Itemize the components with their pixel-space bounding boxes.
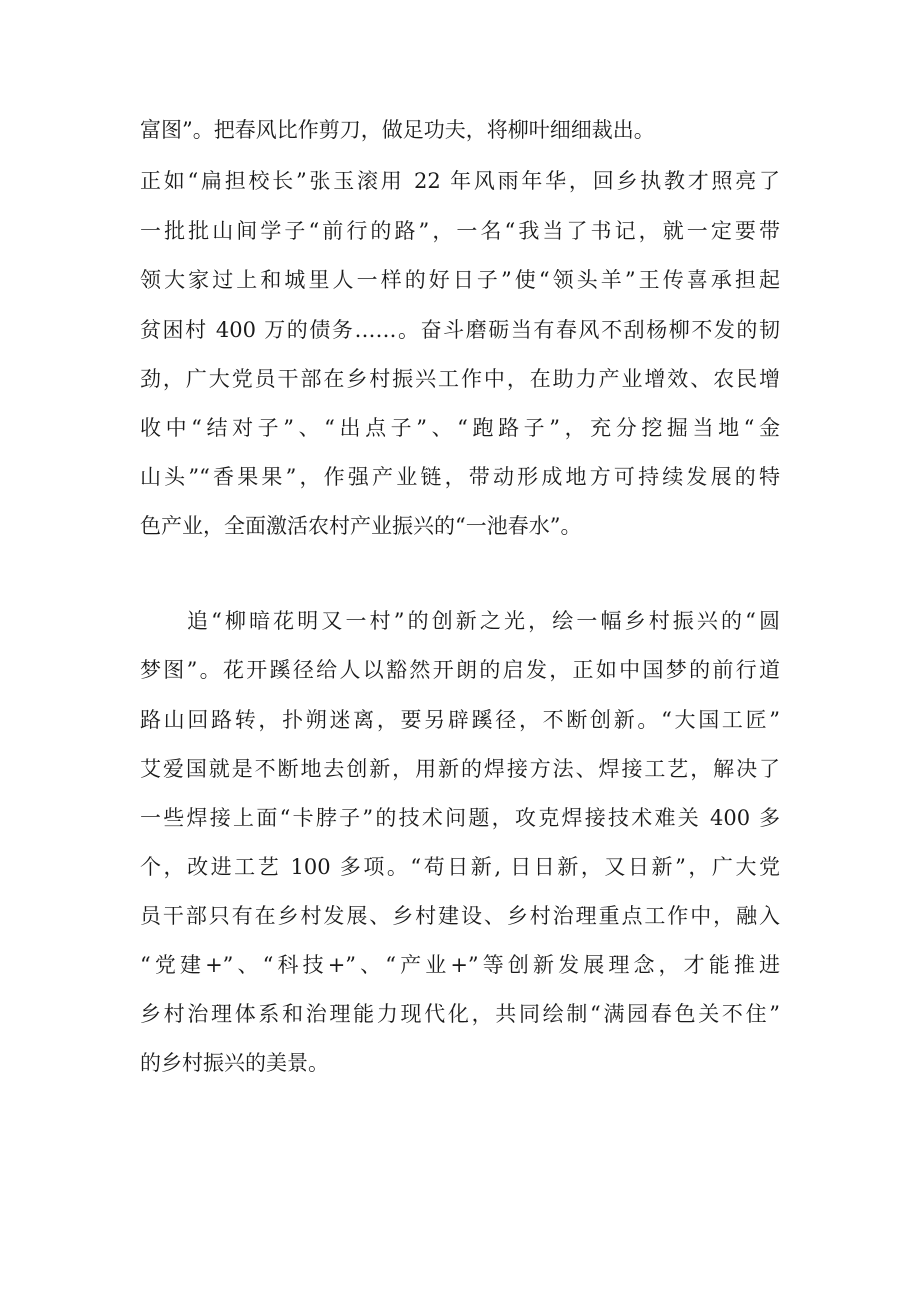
- paragraph-1-line-4: 领大家过上和城里人一样的好日子”使“领头羊”王传喜承担起: [140, 268, 780, 292]
- paragraph-1-line-8: 山头”“香果果”，作强产业链，带动形成地方可持续发展的特: [140, 465, 780, 489]
- paragraph-1-line-3: 一批批山间学子“前行的路”，一名“我当了书记，就一定要带: [140, 219, 780, 243]
- paragraph-2-line-9: 乡村治理体系和治理能力现代化，共同绘制“满园春色关不住”: [140, 1002, 780, 1026]
- paragraph-2-line-2: 梦图”。花开蹊径给人以豁然开朗的启发，正如中国梦的前行道: [140, 658, 780, 682]
- paragraph-2-line-8: “党建+”、“科技+”、“产业+”等创新发展理念，才能推进: [140, 953, 780, 977]
- paragraph-2-line-3: 路山回路转，扑朔迷离，要另辟蹊径，不断创新。“大国工匠”: [140, 708, 780, 732]
- paragraph-1-line-5: 贫困村 400 万的债务……。奋斗磨砺当有春风不刮杨柳不发的韧: [140, 318, 780, 342]
- paragraph-1-line-9: 色产业，全面激活农村产业振兴的“一池春水”。: [140, 514, 582, 538]
- paragraph-1-line-1: 富图”。把春风比作剪刀，做足功夫，将柳叶细细裁出。: [140, 118, 655, 142]
- paragraph-2-line-5: 一些焊接上面“卡脖子”的技术问题，攻克焊接技术难关 400 多: [140, 806, 780, 830]
- paragraph-1-line-6: 劲，广大党员干部在乡村振兴工作中，在助力产业增效、农民增: [140, 367, 780, 391]
- paragraph-2-line-7: 员干部只有在乡村发展、乡村建设、乡村治理重点工作中，融入: [140, 904, 780, 928]
- paragraph-1-line-2: 正如“扁担校长”张玉滚用 22 年风雨年华，回乡执教才照亮了: [140, 169, 780, 193]
- paragraph-2-line-4: 艾爱国就是不断地去创新，用新的焊接方法、焊接工艺，解决了: [140, 757, 780, 781]
- paragraph-2-line-1: 追“柳暗花明又一村”的创新之光，绘一幅乡村振兴的“圆: [187, 609, 780, 633]
- paragraph-1-line-7: 收中“结对子”、“出点子”、“跑路子”，充分挖掘当地“金: [140, 416, 780, 440]
- paragraph-2-line-10: 的乡村振兴的美景。: [140, 1051, 329, 1075]
- paragraph-2-line-6: 个，改进工艺 100 多项。“苟日新, 日日新，又日新”，广大党: [140, 855, 780, 879]
